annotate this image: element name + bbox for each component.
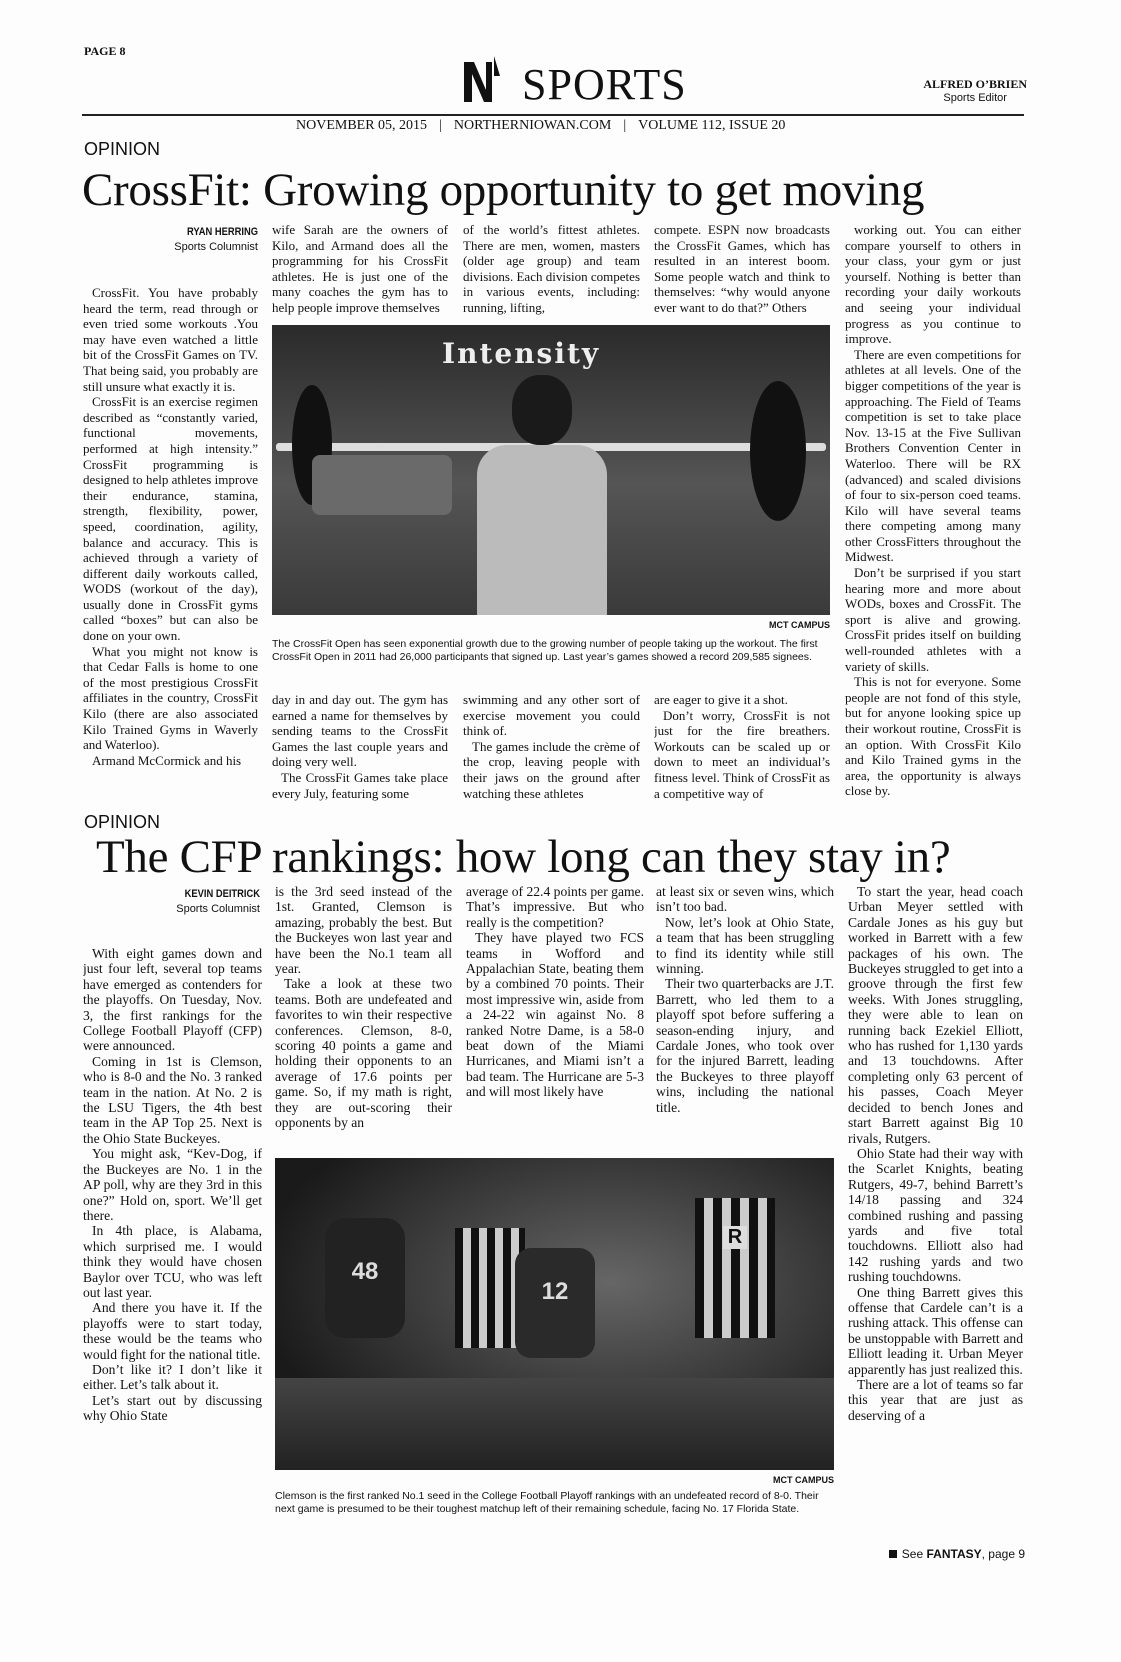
article-column	[654, 692, 830, 802]
paragraph: With eight games down and just four left, several top teams have emerged as contenders for the playoffs. On Tuesday, Nov. 3, the first rankings for the College Football Playoff (CFP) were announced.	[83, 946, 262, 1054]
referee-right	[695, 1198, 775, 1338]
paragraph: at least six or seven wins, which isn’t too bad.	[656, 884, 834, 915]
paragraph: There are even competitions for athletes at all levels. One of the bigger competitions of the year is approaching. The Field of Teams competition is set to take place Nov. 13-15 at the Five Sullivan Brothers Convention Center in Waterloo. There will be RX (advanced) and scaled divisions of four to six-person coed teams. Kilo will have several teams there competing among many other CrossFitters throughout the Midwest.	[845, 346, 1021, 565]
paragraph: In 4th place, is Alabama, which surprised me. I would think they would have chosen Baylor over TCU, who was left out last year.	[83, 1223, 262, 1300]
paragraph: wife Sarah are the owners of Kilo, and Armand does all the programming for his CrossFit athletes. He is just one of the many coaches the gym has to help people improve themselves	[272, 222, 448, 315]
issue-date: NOVEMBER 05, 2015	[296, 118, 428, 133]
bullet-square-icon	[889, 1550, 897, 1558]
article-headline: The CFP rankings: how long can they stay in?	[96, 831, 951, 883]
paragraph: Don’t worry, CrossFit is not just for the fire breathers. Workouts can be scaled up or down to meet an individual’s fitness level. Think of CrossFit as a competitive way of	[654, 707, 830, 801]
photo-credit: MCT CAMPUS	[769, 620, 830, 630]
northern-iowan-logo	[462, 56, 502, 104]
jump-prefix: See	[901, 1547, 924, 1561]
article-column	[463, 692, 640, 802]
article-column	[463, 222, 640, 318]
paragraph: This is not for everyone. Some people are not fond of this style, but for anyone looking spice up their workout routine, CrossFit is an option. With CrossFit Kilo and Kilo Trained gyms in the area, the opportunity is always close by.	[845, 674, 1021, 799]
athlete-head	[512, 375, 572, 445]
paragraph: To start the year, head coach Urban Meyer settled with Cardale Jones as his guy but worked in Barrett with a few packages of his own. The Buckeyes struggled to get into a groove through the first few weeks. With Jones struggling, they were able to lean on running back Ezekiel Elliott, who has rushed for 1,130 yards and 13 touchdowns. After completing only 63 percent of his passes, Coach Meyer decided to bench Jones and start Barrett against Big 10 rivals, Rutgers.	[848, 884, 1023, 1146]
photo-credit: MCT CAMPUS	[773, 1475, 834, 1485]
paragraph: They have played two FCS teams in Wofford and Appalachian State, beating them by a combined 70 points. Their most impressive win, aside from a 24-22 win against No. 8 ranked Notre Dame, is a 58-0 beat down of the Miami Hurricanes, and Miami isn’t a bad team. The Hurricane are 5-3 and will most likely have	[466, 930, 644, 1100]
paragraph: Don’t be surprised if you start hearing more and more about WODs, boxes and CrossFit. The sport is alive and growing. CrossFit prides itself on building well-rounded athletes with a variety of skills.	[845, 565, 1021, 674]
paragraph: day in and day out. The gym has earned a name for themselves by sending teams to the CrossFit Games the last couple years and doing very well.	[272, 692, 448, 770]
byline	[84, 888, 260, 915]
jersey-number: 12	[541, 1278, 569, 1305]
paragraph: What you might not know is that Cedar Falls is home to one of the most prestigious CrossFit affiliates in the country, CrossFit Kilo (there are also associated Kilo Trained Gyms in Waverly and Waterloo).	[83, 643, 258, 753]
paragraph: The games include the crème of the crop, leaving people with their jaws on the ground after watching these athletes	[463, 738, 640, 801]
paragraph: Let’s start out by discussing why Ohio State	[83, 1392, 262, 1424]
article-column	[272, 692, 448, 802]
editor-name: ALFRED O’BRIEN	[923, 77, 1027, 91]
article-column	[466, 884, 644, 1150]
photo-caption: The CrossFit Open has seen exponential growth due to the growing number of people taking up the workout. The first CrossFit Open in 2011 had 26,000 participants that signed up. Last year’s games showed a record 209,585 signees.	[272, 638, 818, 663]
player-12	[515, 1248, 595, 1358]
article-column	[275, 884, 452, 1150]
article-kicker: OPINION	[84, 812, 161, 832]
athlete-shirt	[477, 445, 607, 615]
paragraph: And there you have it. If the playoffs were to start today, these would be the teams who would fight for the national title.	[83, 1300, 262, 1362]
paragraph: Ohio State had their way with the Scarlet Knights, beating Rutgers, 49-7, behind Barrett’s 14/18 passing and 324 combined rushing and passing yards and five total touchdowns. Elliott also had 142 rushing yards and two rushing touchdowns.	[848, 1145, 1023, 1285]
player-pile	[275, 1378, 834, 1470]
paragraph: The CrossFit Games take place every July, featuring some	[272, 769, 448, 801]
crossfit-sign	[312, 455, 452, 515]
paragraph: Coming in 1st is Clemson, who is 8-0 and the No. 3 ranked team in the nation. At No. 2 is the LSU Tigers, the 4th best team in the AP Top 25. Next is the Ohio State Buckeyes.	[83, 1053, 262, 1146]
volume-issue: VOLUME 112, ISSUE 20	[638, 118, 786, 133]
author-role: Sports Columnist	[176, 903, 260, 915]
page-number: PAGE 8	[84, 44, 126, 58]
weight-plate-right	[750, 381, 806, 521]
paragraph: Now, let’s look at Ohio State, a team that has been struggling to find its identity while still winning.	[656, 914, 834, 977]
paragraph: Don’t like it? I don’t like it either. Let’s talk about it.	[83, 1361, 262, 1393]
paragraph: There are a lot of teams so far this year that are just as deserving of a	[848, 1377, 1023, 1423]
photo-caption: Clemson is the first ranked No.1 seed in the College Football Playoff rankings with an undefeated record of 8-0. Their next game is presumed to be their toughest matchup left of their remaining schedule, facing No. 17 Florida State.	[275, 1490, 819, 1515]
crossfit-photo	[272, 325, 830, 615]
article-kicker: OPINION	[84, 139, 161, 159]
author-role: Sports Columnist	[174, 241, 258, 253]
masthead-rule	[82, 114, 1024, 116]
paragraph: are eager to give it a shot.	[654, 692, 788, 707]
football-photo	[275, 1158, 834, 1470]
paragraph: CrossFit. You have probably heard the term, read through or even tried some workouts .You may have even watched a little bit of the CrossFit Games on TV. That being said, you probably are still unsure what exactly it is.	[83, 285, 258, 394]
player-48	[325, 1218, 405, 1338]
article-column	[845, 222, 1021, 802]
article-column	[83, 285, 258, 801]
editor-role: Sports Editor	[943, 92, 1007, 104]
article-column	[83, 946, 262, 1534]
dateline	[296, 118, 785, 134]
paragraph: Their two quarterbacks are J.T. Barrett, who led them to a playoff spot before suffering a season-ending injury, and Cardale Jones, who took over for the injured Barrett, leading the Buckeyes to three playoff wins, including the national title.	[656, 976, 834, 1115]
website: NORTHERNIOWAN.COM	[453, 118, 612, 133]
paragraph: Armand McCormick and his	[92, 752, 242, 768]
paragraph: CrossFit is an exercise regimen described as “constantly varied, functional movements, performed at high intensity.” CrossFit programming is designed to help athletes improve their endurance, stamina, strength, flexibility, power, speed, coordination, agility, balance and accuracy. This is achieved through a variety of different daily workouts called, WODS (workout of the day), usually done in CrossFit gyms called “boxes” but can also be done on your own.	[83, 394, 258, 644]
article-column	[656, 884, 834, 1150]
article-column	[848, 884, 1023, 1534]
article-column	[654, 222, 830, 318]
paragraph: of the world’s fittest athletes. There are men, women, masters (older age group) and team divisions. Each division competes in various events, including: running, lifting,	[463, 222, 640, 315]
byline	[82, 226, 258, 253]
referee-letter: R	[723, 1226, 747, 1249]
paragraph: Take a look at these two teams. Both are undefeated and favorites to win their respective conferences. Clemson, 8-0, scoring 40 points a game and holding their opponents to an average of 17.6 points per game. So, if my math is right, they are out-scoring their opponents by an	[275, 976, 452, 1131]
jump-target: FANTASY	[926, 1547, 982, 1561]
continued-link[interactable]	[889, 1547, 1025, 1561]
section-title: SPORTS	[522, 60, 687, 109]
photo-banner-text: Intensity	[442, 337, 601, 370]
editor-credit	[923, 77, 1027, 104]
paragraph: is the 3rd seed instead of the 1st. Granted, Clemson is amazing, probably the best. But the Buckeyes won last year and have been the No.1 team all year.	[275, 884, 452, 977]
author-name: KEVIN DEITRICK	[184, 888, 260, 900]
article-headline: CrossFit: Growing opportunity to get moving	[82, 164, 925, 216]
paragraph: One thing Barrett gives this offense that Cardele can’t is a rushing attack. This offense can be unstoppable with Barrett and Elliott leading it. Urban Meyer apparently has just realized this.	[848, 1284, 1023, 1377]
paragraph: compete. ESPN now broadcasts the CrossFit Games, which has resulted in an interest boom. Some people watch and think to themselves: “why would anyone ever want to do that?” Others	[654, 222, 830, 315]
paragraph: You might ask, “Kev-Dog, if the Buckeyes are No. 1 in the AP poll, why are they 3rd in this one?” Hold on, sport. We’ll get there.	[83, 1146, 262, 1223]
paragraph: working out. You can either compare yourself to others in your class, your gym or just yourself. Nothing is better than recording your daily workouts and seeing your individual progress as you continue to improve.	[845, 222, 1021, 347]
separator: |	[439, 118, 442, 133]
paragraph: average of 22.4 points per game. That’s impressive. But who really is the competition?	[466, 884, 644, 930]
paragraph: swimming and any other sort of exercise movement you could think of.	[463, 692, 640, 739]
author-name: RYAN HERRING	[186, 226, 258, 238]
jump-page: , page 9	[981, 1547, 1025, 1561]
jersey-number: 48	[351, 1258, 379, 1285]
article-column	[272, 222, 448, 318]
separator: |	[623, 118, 627, 133]
